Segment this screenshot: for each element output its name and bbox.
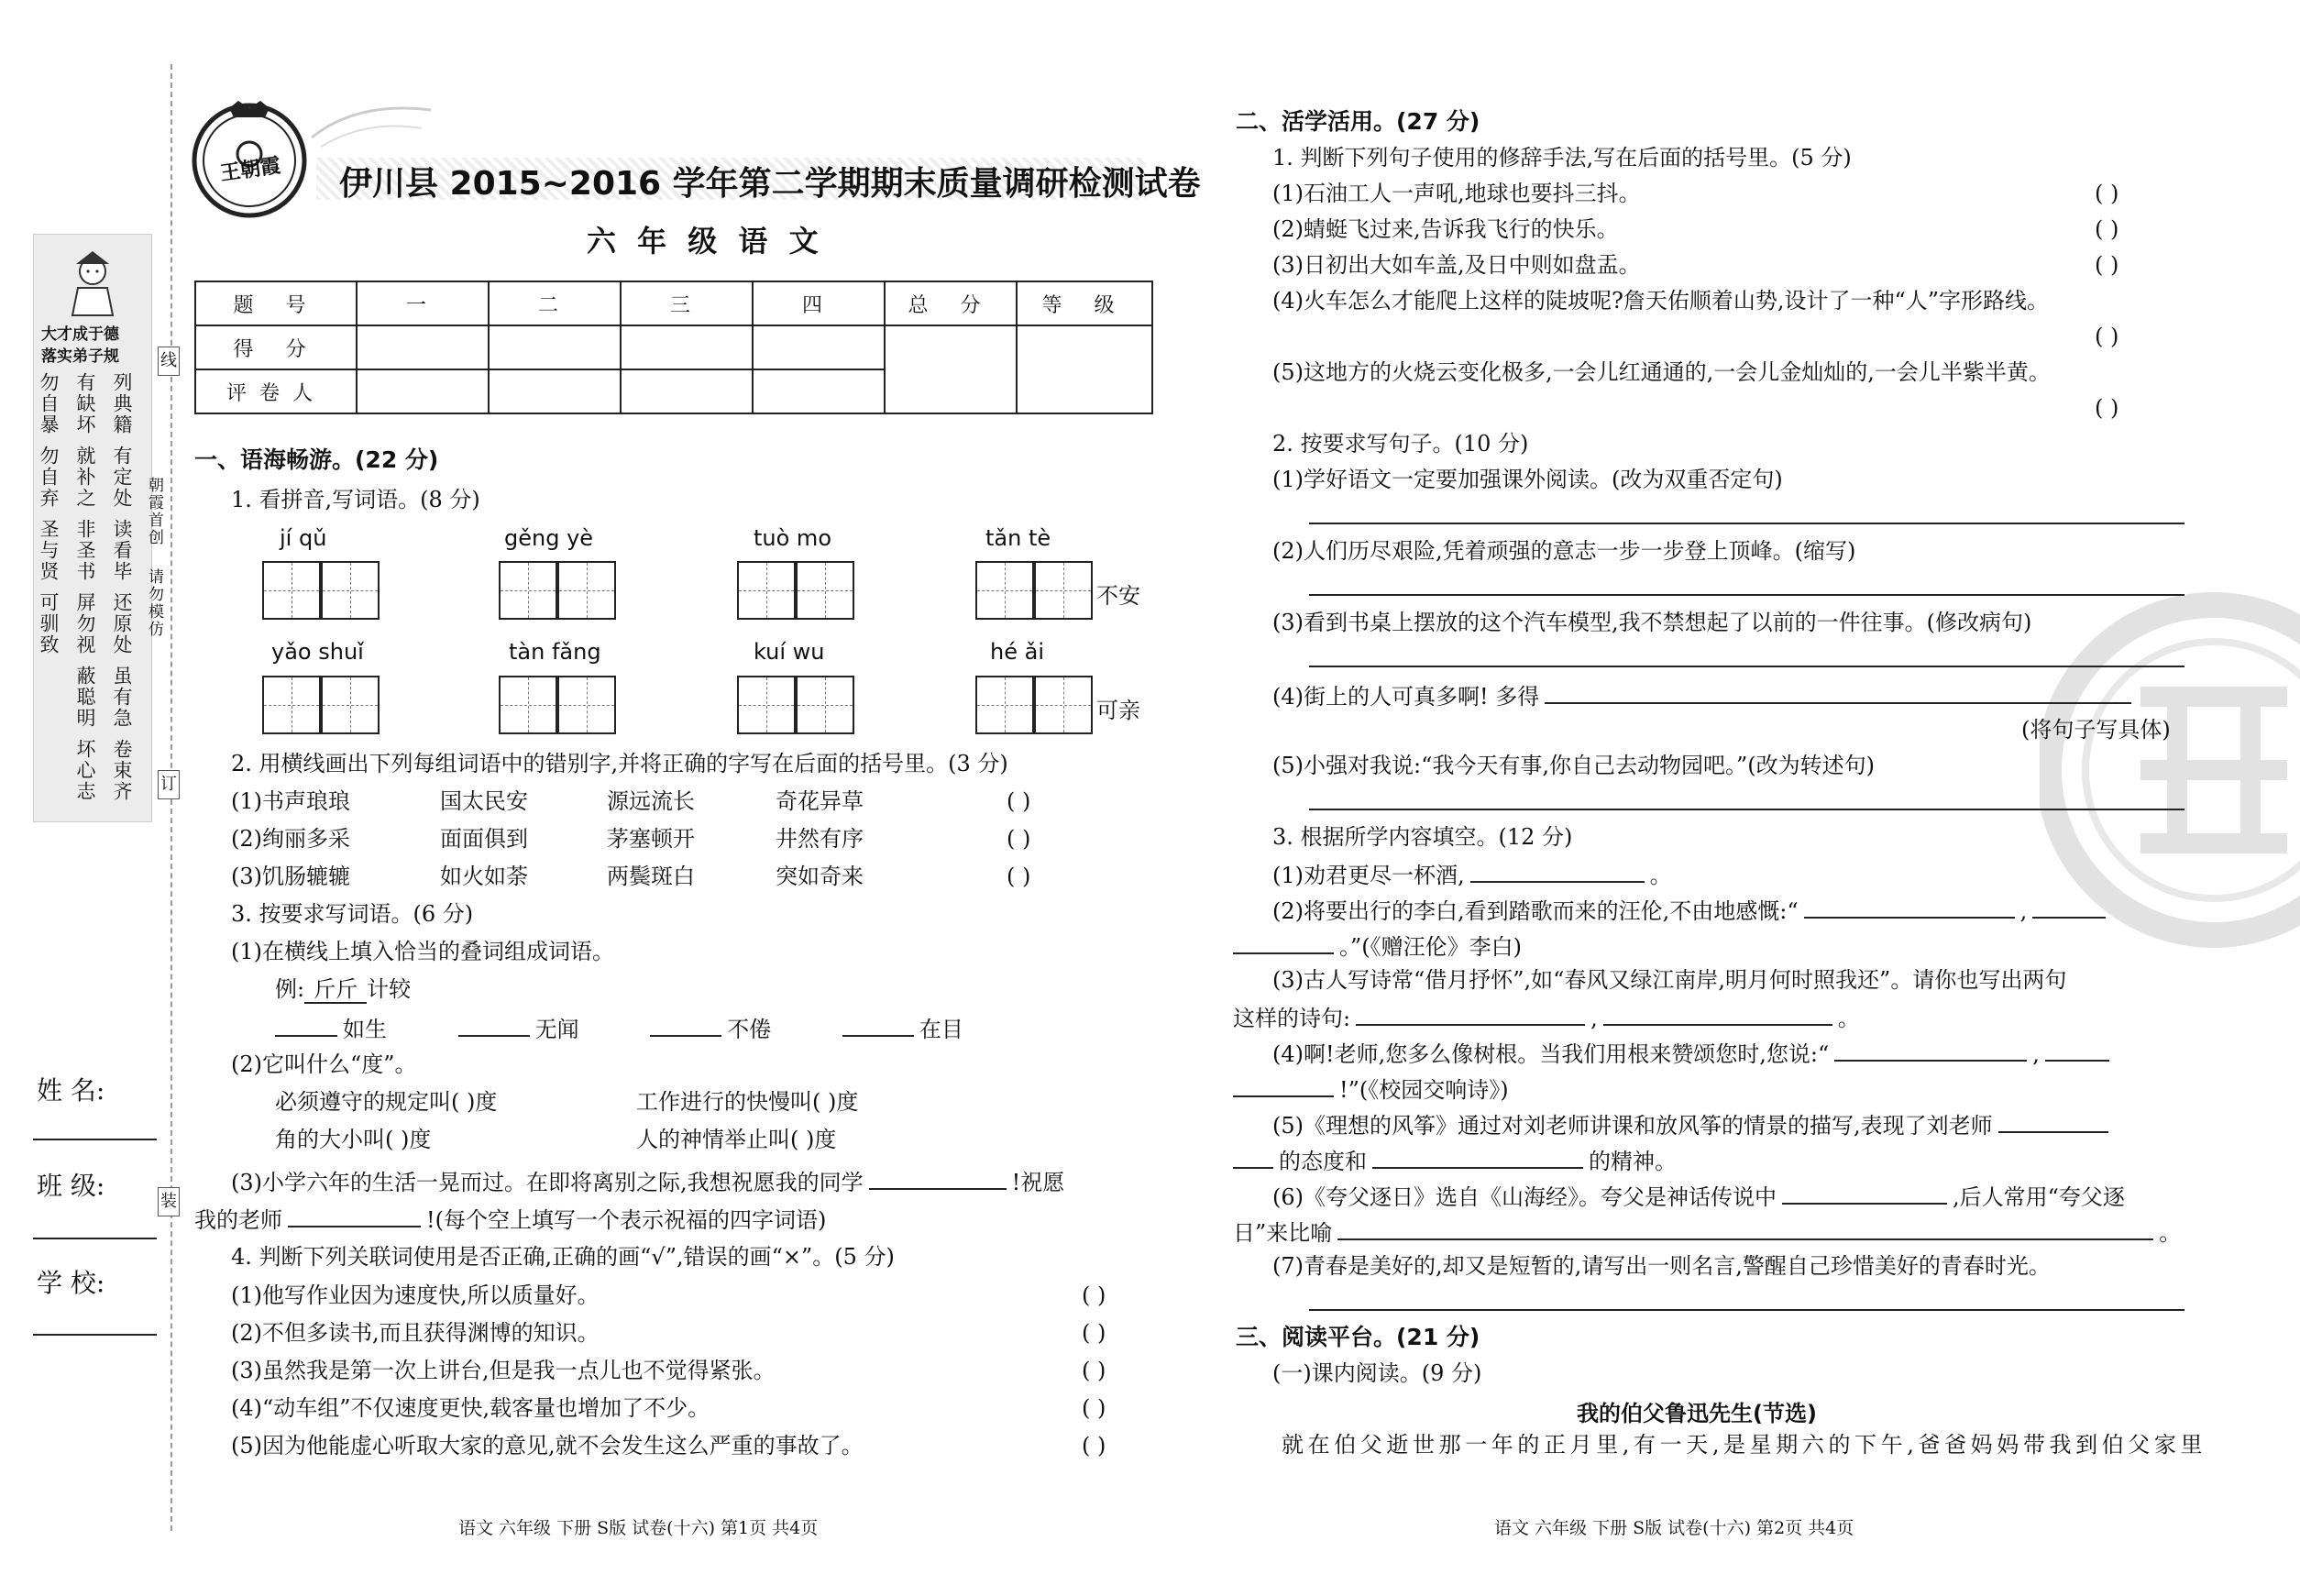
q3-prompt: 3. 按要求写词语。(6 分) [231,901,474,927]
answer-line[interactable] [1309,809,2184,810]
blank[interactable] [1356,1002,1585,1026]
page-footer-left: 语文 六年级 下册 S版 试卷(十六) 第1页 共4页 [458,1518,819,1538]
answer-bracket[interactable]: ( ) [1007,864,1031,889]
r3-item: (7)青春是美好的,却又是短暂的,请写出一则名言,警醒自己珍惜美好的青春时光。 [1272,1253,2051,1279]
answer-line[interactable] [1309,523,2184,524]
r3-item: 。”(《赠汪伦》李白) [1233,930,1522,961]
r2-item: (5)小强对我说:“我今天有事,你自己去动物园吧。”(改为转述句) [1272,753,1875,778]
r2-item: (1)学好语文一定要加强课外阅读。(改为双重否定句) [1272,467,1783,492]
r1-item: (2)蜻蜓飞过来,告诉我飞行的快乐。 [1272,216,1619,242]
blank[interactable] [1804,895,2015,919]
answer-line[interactable] [1309,1309,2184,1311]
blank[interactable] [1782,1181,1947,1205]
tian-grid[interactable] [975,561,1034,620]
sidebar-col: 有缺坏 [74,372,96,435]
r3-item: !”(《校园交响诗》) [1233,1073,1509,1104]
sidebar-col: 虽有急 [111,666,133,729]
q2-word: 如火如荼 [440,864,528,889]
q2-word: 井然有序 [776,826,864,852]
answer-bracket[interactable]: ( ) [2095,216,2119,242]
q3-2-item: 工作进行的快慢叫( )度 [636,1089,859,1115]
blank[interactable] [869,1166,1007,1190]
score-row-label: 评卷人 [195,369,357,413]
tian-grid[interactable] [796,676,854,734]
motto-line-2: 落实弟子规 [41,347,119,366]
reading-subheading: (一)课内阅读。(9 分) [1272,1360,1482,1386]
sidebar-col: 就补之 [74,446,96,509]
r1-prompt: 1. 判断下列句子使用的修辞手法,写在后面的括号里。(5 分) [1272,145,1852,171]
tian-grid[interactable] [796,561,854,620]
answer-bracket[interactable]: ( ) [1007,788,1031,814]
section-2-heading: 二、活学活用。(27 分) [1236,108,1480,135]
answer-bracket[interactable]: ( ) [1082,1282,1106,1308]
sidebar-col: 蔽聪明 [74,666,96,729]
decorative-ribbon [303,101,440,156]
r2-item-note: (将句子写具体) [2021,717,2171,743]
tian-grid[interactable] [557,561,616,620]
page-footer-right: 语文 六年级 下册 S版 试卷(十六) 第2页 共4页 [1494,1518,1854,1538]
q3-1-prompt: (1)在横线上填入恰当的叠词组成词语。 [231,939,614,964]
q3-3-line2: 我的老师 !(每个空上填写一个表示祝福的四字词语) [194,1204,826,1234]
tian-grid[interactable] [321,561,380,620]
grader-cell[interactable] [357,369,489,413]
tian-grid[interactable] [262,561,321,620]
word-suffix: 不安 [1096,583,1140,609]
r3-item: (4)啊!老师,您多么像树根。当我们用根来赞颂您时,您说:“ , [1272,1038,2115,1068]
q2-word: 奇花异草 [776,788,864,814]
q2-word: (1)书声琅琅 [231,788,350,814]
score-row-label: 得 分 [195,325,357,369]
pinyin: tàn fǎng [509,639,601,665]
sidebar-col: 可驯致 [38,592,60,655]
q2-word: (2)绚丽多采 [231,826,350,852]
section-1-heading: 一、语海畅游。(22 分) [194,446,439,473]
r3-item: 的态度和 的精神。 [1233,1145,1677,1175]
sidebar-col: 卷束齐 [111,739,133,802]
word-suffix: 可亲 [1096,698,1140,723]
sidebar-col: 非圣书 [74,519,96,582]
r3-item: 这样的诗句: , 。 [1233,1002,1860,1032]
name-label: 姓 名: [37,1075,105,1106]
q2-word: 突如奇来 [776,864,864,889]
blank[interactable] [2032,895,2106,919]
answer-bracket[interactable]: ( ) [1082,1395,1106,1421]
score-table [194,281,1153,414]
binding-mark-2: 订 [158,770,180,799]
pinyin: kuí wu [754,639,825,665]
blank[interactable] [458,1013,530,1037]
total-score-cell[interactable] [885,325,1017,413]
name-field[interactable] [33,1139,157,1140]
score-header: 题 号 [195,281,357,325]
tian-grid[interactable] [499,676,557,734]
q2-word: 国太民安 [440,788,528,814]
sidebar-col: 读看毕 [111,519,133,582]
blank[interactable] [1545,680,2131,704]
pinyin: hé ǎi [990,639,1044,665]
q3-3-line1: (3)小学六年的生活一晃而过。在即将离别之际,我想祝愿我的同学 !祝愿 [231,1166,1064,1196]
q4-prompt: 4. 判断下列关联词使用是否正确,正确的画“√”,错误的画“×”。(5 分) [231,1244,895,1270]
q3-blanks: 如生 无闻 不倦 在目 [275,1013,963,1043]
binding-mark-3: 装 [158,1187,180,1216]
class-field[interactable] [33,1238,157,1239]
grader-cell[interactable] [489,369,621,413]
q3-2-prompt: (2)它叫什么“度”。 [231,1051,417,1077]
blank[interactable] [2045,1038,2109,1062]
answer-line[interactable] [1309,666,2184,667]
passage-text: 就在伯父逝世那一年的正月里,有一天,是星期六的下午,爸爸妈妈带我到伯父家里 [1282,1432,2207,1458]
q2-word: 茅塞顿开 [607,826,695,852]
tian-grid[interactable] [557,676,616,734]
r1-item: (4)火车怎么才能爬上这样的陡坡呢?詹天佑顺着山势,设计了一种“人”字形路线。 [1272,288,2050,314]
r2-item: (3)看到书桌上摆放的这个汽车模型,我不禁想起了以前的一件往事。(修改病句) [1272,610,2032,635]
pinyin: yǎo shuǐ [271,639,364,665]
blank[interactable] [1834,1038,2027,1062]
pinyin: gěng yè [504,525,594,551]
sidebar-col: 圣与贤 [38,519,60,582]
r1-item: (5)这地方的火烧云变化极多,一会儿红通通的,一会儿金灿灿的,一会儿半紫半黄。 [1272,359,2051,385]
blank[interactable] [1337,1216,2153,1240]
exam-title: 伊川县 2015~2016 学年第二学期期末质量调研检测试卷 [339,165,1201,203]
blank[interactable] [1233,1073,1334,1097]
r3-prompt: 3. 根据所学内容填空。(12 分) [1272,824,1573,850]
sidebar-col: 勿自弃 [38,446,60,509]
score-header: 四 [753,281,885,325]
class-label: 班 级: [37,1171,105,1201]
sidebar-col: 屏勿视 [74,592,96,655]
blank[interactable] [1233,930,1334,954]
q3-example: 例: 斤斤 计较 [275,976,412,1002]
r3-item: (1)劝君更尽一杯酒, 。 [1272,859,1672,889]
motto-sidebar [33,234,152,822]
answer-bracket[interactable]: ( ) [2095,181,2119,206]
grader-cell[interactable] [753,369,885,413]
tian-grid[interactable] [1034,676,1093,734]
r2-item: (2)人们历尽艰险,凭着顽强的意志一步一步登上顶峰。(缩写) [1272,538,1856,564]
tian-grid[interactable] [737,561,796,620]
q4-item: (1)他写作业因为速度快,所以质量好。 [231,1282,600,1308]
sidebar-col: 还原处 [111,592,133,655]
grader-cell[interactable] [621,369,753,413]
q4-item: (4)“动车组”不仅速度更快,载客量也增加了不少。 [231,1395,710,1421]
answer-bracket[interactable]: ( ) [2095,395,2119,421]
q4-item: (3)虽然我是第一次上讲台,但是我一点儿也不觉得紧张。 [231,1358,776,1383]
r1-item: (1)石油工人一声吼,地球也要抖三抖。 [1272,181,1641,206]
r2-item: (4)街上的人可真多啊! 多得 [1272,680,2137,710]
grade-cell[interactable] [1017,325,1152,413]
answer-line[interactable] [1309,594,2184,596]
score-header: 一 [357,281,489,325]
answer-bracket[interactable]: ( ) [2095,324,2119,349]
blank[interactable] [1372,1145,1583,1169]
sidebar-col: 有定处 [111,446,133,509]
sidebar-col: 勿自暴 [38,372,60,435]
tian-grid[interactable] [499,561,557,620]
q2-word: 面面俱到 [440,826,528,852]
blank[interactable] [1470,859,1645,883]
q2-word: 源远流长 [607,788,695,814]
pinyin: jí qǔ [280,525,327,551]
score-cell[interactable] [489,325,621,369]
q4-item: (2)不但多读书,而且获得渊博的知识。 [231,1320,600,1346]
tian-grid[interactable] [262,676,321,734]
answer-bracket[interactable]: ( ) [1082,1433,1106,1458]
q1-prompt: 1. 看拼音,写词语。(8 分) [231,487,480,512]
score-cell[interactable] [753,325,885,369]
blank[interactable] [1233,1145,1273,1169]
r3-item: (5)《理想的风筝》通过对刘老师讲课和放风筝的情景的描写,表现了刘老师 [1272,1109,2114,1139]
q3-2-item: 必须遵守的规定叫( )度 [275,1089,498,1115]
r3-item: (3)古人写诗常“借月抒怀”,如“春风又绿江南岸,明月何时照我还”。请你也写出两句 [1272,967,2067,993]
binding-mark-1: 线 [158,347,180,376]
blank[interactable] [842,1013,914,1037]
pinyin: tǎn tè [985,525,1051,551]
brand-logo-text: 王朝霞 [218,153,282,186]
q3-2-item: 人的神情举止叫( )度 [636,1127,837,1152]
r3-item: (6)《夸父逐日》选自《山海经》。夸父是神话传说中 ,后人常用“夸父逐 [1272,1181,2125,1211]
blank[interactable] [650,1013,721,1037]
q2-prompt: 2. 用横线画出下列每组词语中的错别字,并将正确的字写在后面的括号里。(3 分) [231,751,1008,776]
score-cell[interactable] [621,325,753,369]
section-3-heading: 三、阅读平台。(21 分) [1236,1324,1480,1350]
blank[interactable] [275,1013,337,1037]
sidebar-col: 坏心志 [74,739,96,802]
score-header: 三 [621,281,753,325]
r2-prompt: 2. 按要求写句子。(10 分) [1272,431,1529,457]
scholar-illustration [60,244,126,317]
r3-item: 日”来比喻 。 [1233,1216,2181,1247]
r1-item: (3)日初出大如车盖,及日中则如盘盂。 [1272,252,1641,278]
answer-bracket[interactable]: ( ) [1082,1358,1106,1383]
q3-2-item: 角的大小叫( )度 [275,1127,432,1152]
copyright-notice: 请勿模仿 [145,568,163,638]
tian-grid[interactable] [1034,561,1093,620]
motto-line-1: 大才成于德 [41,325,119,344]
q4-item: (5)因为他能虚心听取大家的意见,就不会发生这么严重的事故了。 [231,1433,864,1458]
school-label: 学 校: [37,1268,105,1298]
passage-title: 我的伯父鲁迅先生(节选) [1577,1401,1817,1426]
answer-bracket[interactable]: ( ) [2095,252,2119,278]
tian-grid[interactable] [737,676,796,734]
answer-bracket[interactable]: ( ) [1082,1320,1106,1346]
q2-word: (3)饥肠辘辘 [231,864,350,889]
score-header: 等 级 [1017,281,1152,325]
tian-grid[interactable] [975,676,1034,734]
q2-word: 两鬓斑白 [607,864,695,889]
school-field[interactable] [33,1334,157,1336]
score-header: 总 分 [885,281,1017,325]
score-cell[interactable] [357,325,489,369]
r3-item: (2)将要出行的李白,看到踏歌而来的汪伦,不由地感慨:“ , [1272,895,2111,925]
score-header: 二 [489,281,621,325]
subject-title: 六 年 级 语 文 [587,224,824,259]
sidebar-col: 列典籍 [111,372,133,435]
answer-bracket[interactable]: ( ) [1007,826,1031,852]
blank[interactable] [1603,1002,1832,1026]
blank[interactable] [1998,1109,2108,1133]
copyright-notice: 朝霞首创 [145,477,163,546]
blank[interactable] [288,1204,421,1227]
pinyin: tuò mo [754,525,831,551]
tian-grid[interactable] [321,676,380,734]
